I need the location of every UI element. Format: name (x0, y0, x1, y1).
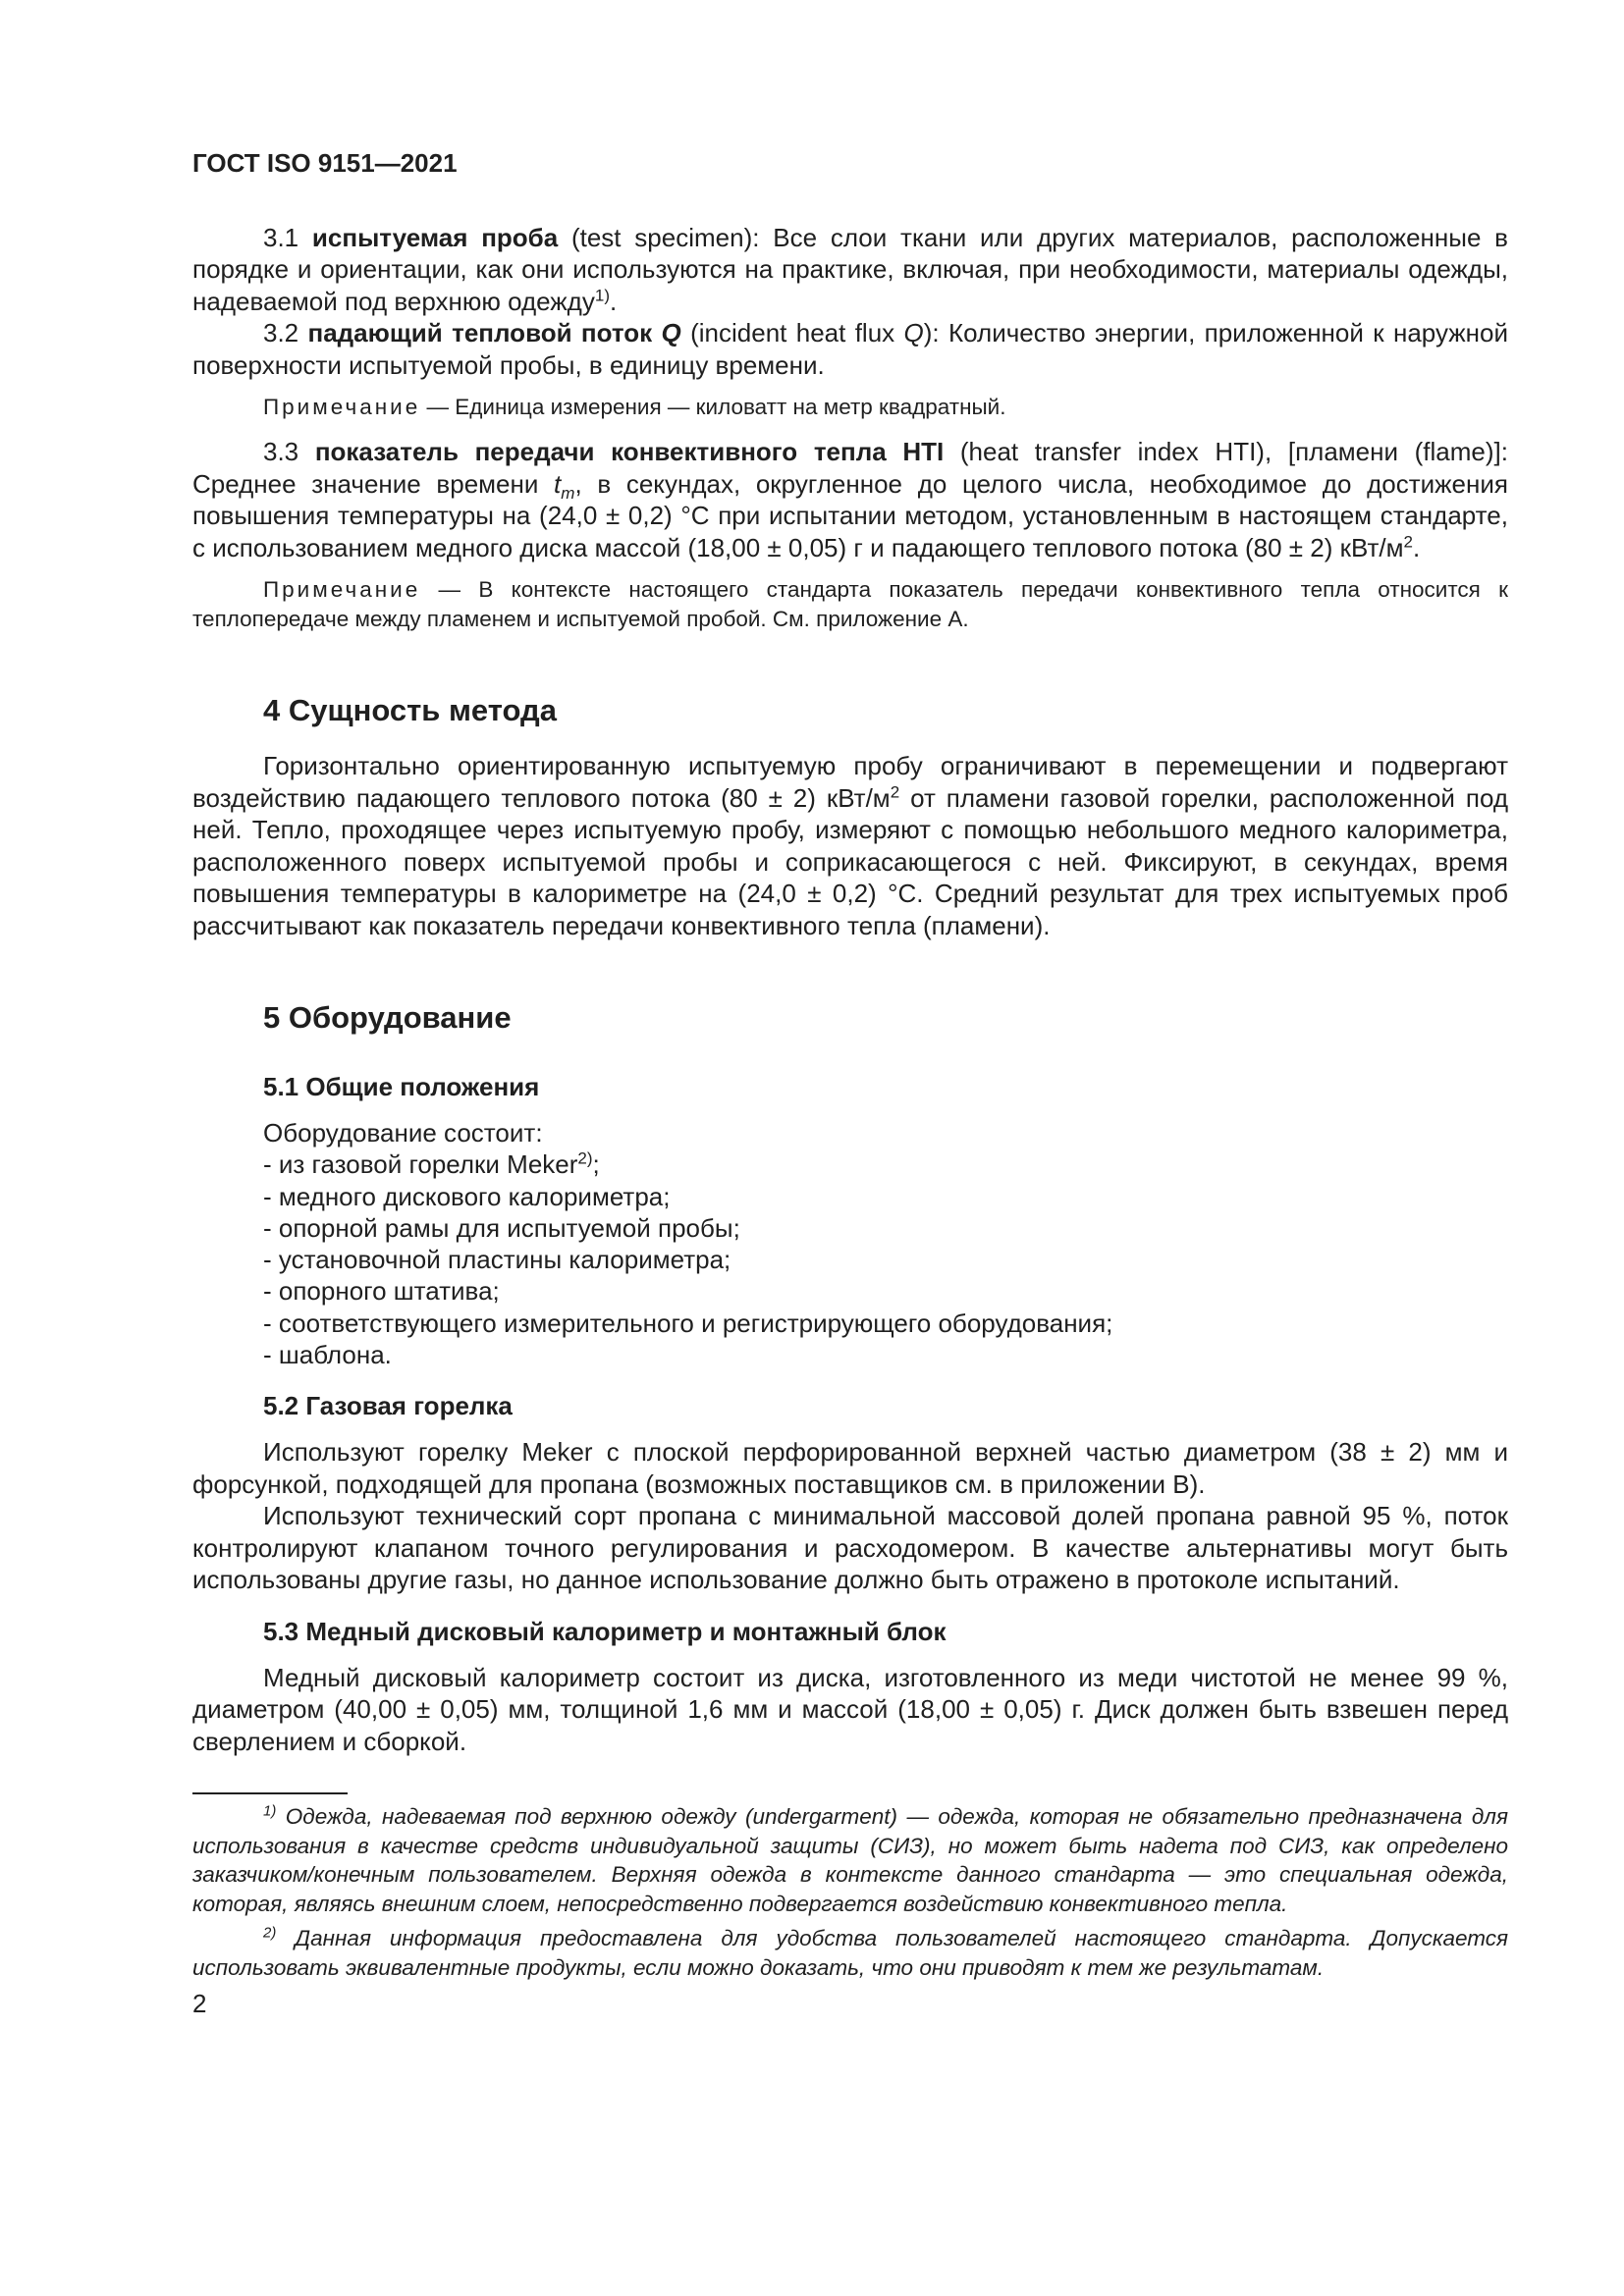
definition-3-3 (192, 436, 1508, 563)
clause-number: 3.1 (263, 222, 312, 252)
punct: . (1412, 532, 1421, 562)
section-5-3-paragraph: Медный дисковый калориметр состоит из диска, изготовленного из меди чистотой не менее 99 %, диаметром (40,00 ± 0,05) мм, толщиной 1,6 мм и массой (18,00 ± 0,05) г. Диск должен быть взвешен перед сверлением и сборкой. (192, 1662, 1508, 1756)
list-intro: Оборудование состоит: (263, 1118, 543, 1148)
punct: . (609, 286, 618, 316)
page-number: 2 (192, 1989, 207, 2019)
defined-term: падающий тепловой поток (307, 318, 662, 347)
clause-number: 3.3 (263, 437, 315, 466)
section-4-heading: 4 Сущность метода (263, 693, 557, 727)
note-3-2 (192, 393, 1508, 422)
list-item (263, 1148, 1508, 1180)
paragraph-text: Горизонтально ориентированную испытуемую пробу ограничивают в перемещении и подвергают воздействию падающего теплового потока (80 ± 2) кВт/м (192, 751, 1508, 813)
list-item-text: - из газовой горелки Meker (263, 1149, 578, 1180)
definition-text: (heat transfer index HTI), [пламени (flame)]: Среднее значение времени (192, 437, 1508, 499)
section-5-2-paragraph-2: Используют технический сорт пропана с минимальной массовой долей пропана равной 95 %, поток контролируют клапаном точного регулирования и расходомером. В качестве альтернативы могут быть использованы другие газы, но данное использование должно быть отражено в протоколе испытаний. (192, 1501, 1508, 1595)
superscript: 2 (1403, 531, 1413, 551)
definition-text: , в секундах, округленное до целого числа, необходимое до достижения повышения температуры на (24,0 ± 0,2) °С при испытании методом, установленным в настоящем стандарте, с использованием медного диска массой (18,00 ± 0,05) г и падающего теплового потока (80 ± 2) кВт/м (192, 468, 1508, 562)
subscript-m: m (561, 483, 575, 503)
footnote-text: Данная информация предоставлена для удобства пользователей настоящего стандарта. Допускается использовать эквивалентные продукты, если можно доказать, что они приводят к тем же результатам. (192, 1926, 1508, 1980)
symbol-t: t (554, 468, 562, 499)
list-item: - опорной рамы для испытуемой пробы; (263, 1212, 740, 1243)
list-item: - установочной пластины калориметра; (263, 1245, 731, 1275)
note-text: — В контексте настоящего стандарта показатель передачи конвективного тепла относится к теплопередаче между пламенем и испытуемой пробой. См. приложение А. (192, 577, 1508, 631)
note-label: Примечание (263, 577, 421, 602)
definition-3-1 (192, 222, 1508, 318)
note-text: — Единица измерения — киловатт на метр квадратный. (420, 395, 1006, 419)
section-5-2-paragraph-1: Используют горелку Meker с плоской перфорированной верхней частью диаметром (38 ± 2) мм и форсункой, подходящей для пропана (возможных поставщиков см. в приложении В). (192, 1437, 1508, 1499)
list-item: - шаблона. (263, 1340, 392, 1370)
footnote-2 (192, 1924, 1508, 1982)
symbol-q: Q (903, 318, 924, 347)
running-header: ГОСТ ISO 9151—2021 (192, 148, 458, 178)
punct: ; (592, 1149, 600, 1180)
footnote-separator (192, 1792, 348, 1794)
definition-text: (test specimen): Все слои ткани или других материалов, расположенные в порядке и ориентации, как они используются на практике, включая, при необходимости, материалы одежды, надеваемой под верхнюю одежду (192, 222, 1508, 316)
section-5-3-heading: 5.3 Медный дисковый калориметр и монтажный блок (263, 1616, 947, 1646)
defined-term: показатель передачи конвективного тепла HTI (314, 437, 945, 466)
section-5-heading: 5 Оборудование (263, 1000, 512, 1035)
section-4-paragraph (192, 750, 1508, 941)
superscript: 2 (890, 781, 900, 801)
section-5-1-heading: 5.1 Общие положения (263, 1072, 540, 1101)
symbol-q: Q (661, 318, 681, 347)
definition-text: ): Количество энергии, приложенной к наружной поверхности испытуемой пробы, в единицу времени. (192, 318, 1509, 380)
footnote-mark: 1) (263, 1802, 277, 1820)
paragraph-text: от пламени газовой горелки, расположенной под ней. Тепло, проходящее через испытуемую пробу, измеряют с помощью небольшого медного калориметра, расположенного поверх испытуемой пробы и соприкасающегося с ней. Фиксируют, в секундах, время повышения температуры в калориметре на (24,0 ± 0,2) °С. Средний результат для трех испытуемых проб рассчитывают как показатель передачи конвективного тепла (пламени). (192, 782, 1509, 940)
equipment-list (263, 1117, 1508, 1370)
list-item: - соответствующего измерительного и регистрирующего оборудования; (263, 1308, 1113, 1338)
defined-term: испытуемая проба (311, 222, 559, 252)
definition-text: (incident heat flux (680, 318, 904, 347)
footnote-text: Одежда, надеваемая под верхнюю одежду (undergarment) — одежда, которая не обязательно предназначена для использования в качестве средств индивидуальной защиты (СИЗ), но может быть надета под СИЗ, как определено заказчиком/конечным пользователем. Верхняя одежда в контексте данного стандарта — это специальная одежда, которая, являясь внешним слоем, непосредственно подвергается воздействию конвективного тепла. (192, 1804, 1508, 1916)
footnote-ref[interactable]: 1) (594, 285, 610, 304)
document-page (192, 147, 1508, 2020)
clause-number: 3.2 (263, 318, 308, 347)
footnote-ref[interactable]: 2) (577, 1148, 593, 1168)
section-5-2-heading: 5.2 Газовая горелка (263, 1391, 513, 1421)
list-item: - медного дискового калориметра; (263, 1181, 671, 1211)
note-label: Примечание (263, 395, 421, 419)
note-3-3 (192, 575, 1508, 634)
definition-3-2 (192, 317, 1508, 381)
footnote-1 (192, 1802, 1508, 1918)
footnote-mark: 2) (263, 1924, 277, 1942)
list-item: - опорного штатива; (263, 1276, 500, 1307)
